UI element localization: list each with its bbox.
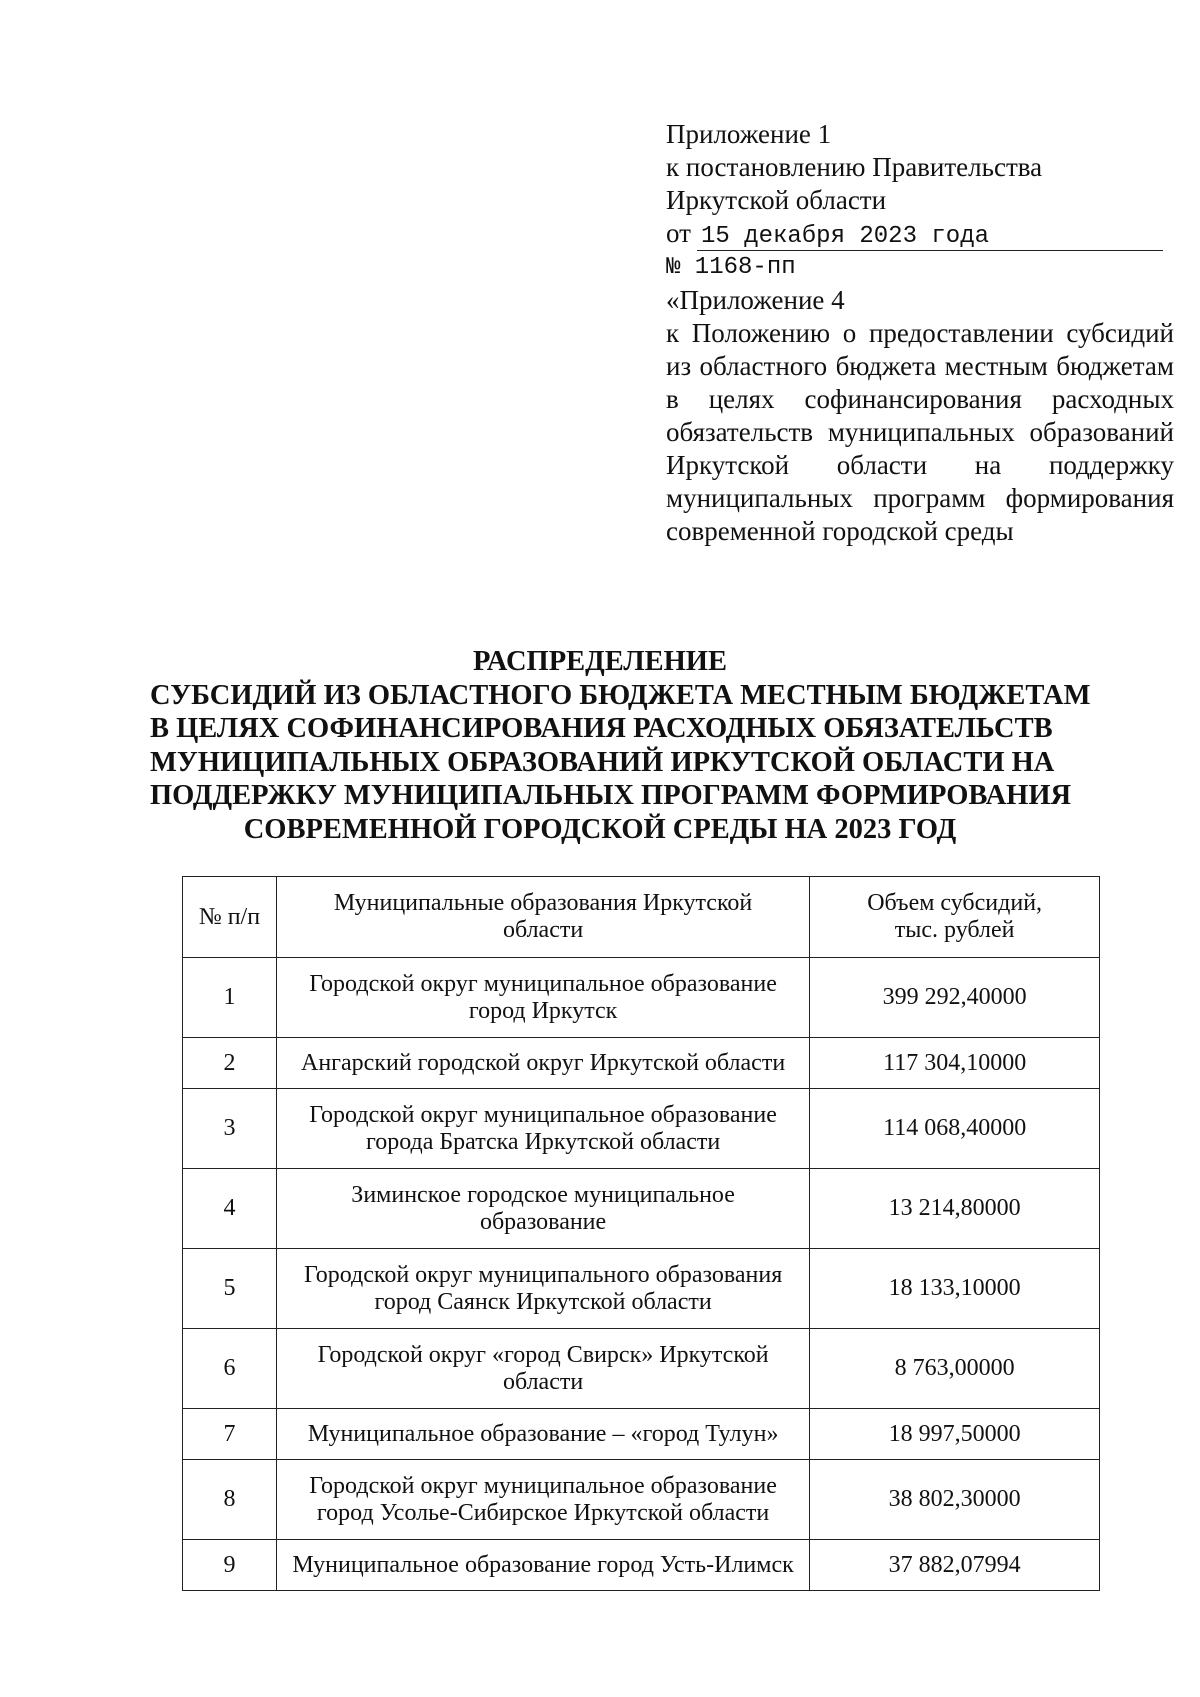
header-amount-line: тыс. рублей <box>894 917 1015 943</box>
row-municipality <box>276 1460 809 1540</box>
municipality-line: Городской округ муниципальное образование <box>309 1472 777 1499</box>
row-amount: 13 214,80000 <box>810 1169 1100 1249</box>
reference-title: «Приложение 4 <box>666 285 845 315</box>
row-amount: 114 068,40000 <box>810 1089 1100 1169</box>
table-row <box>183 1169 1100 1249</box>
row-number: 7 <box>183 1409 277 1460</box>
appendix-region-line: Иркутской области <box>666 185 887 215</box>
row-municipality <box>276 1038 809 1089</box>
appendix-date-line <box>666 217 1174 251</box>
table-body <box>183 958 1100 1591</box>
row-number: 9 <box>183 1540 277 1591</box>
municipality-line: области <box>502 1368 584 1395</box>
appendix-resolution-line: к постановлению Правительства <box>666 152 1043 182</box>
table-row <box>183 958 1100 1038</box>
document-title <box>150 645 1091 846</box>
title-line: СОВРЕМЕННОЙ ГОРОДСКОЙ СРЕДЫ НА 2023 ГОД <box>243 813 957 845</box>
header-number: № п/п <box>183 877 277 958</box>
municipality-line: город Усолье-Сибирское Иркутской области <box>316 1499 770 1526</box>
municipality-line: Зиминское городское муниципальное <box>351 1181 735 1208</box>
row-amount: 18 997,50000 <box>810 1409 1100 1460</box>
title-line: МУНИЦИПАЛЬНЫХ ОБРАЗОВАНИЙ ИРКУТСКОЙ ОБЛАСТИ НА <box>150 746 1055 778</box>
table-row <box>183 1249 1100 1329</box>
title-line: ПОДДЕРЖКУ МУНИЦИПАЛЬНЫХ ПРОГРАММ ФОРМИРОВАНИЯ <box>150 780 1072 811</box>
row-municipality <box>276 1169 809 1249</box>
table-row <box>183 1409 1100 1460</box>
municipality-line: город Иркутск <box>468 997 618 1024</box>
row-amount: 117 304,10000 <box>810 1038 1100 1089</box>
row-municipality <box>276 958 809 1038</box>
appendix-label: Приложение 1 <box>666 119 832 149</box>
row-municipality <box>276 1540 809 1591</box>
row-number: 1 <box>183 958 277 1038</box>
municipality-line: Ангарский городской округ Иркутской области <box>301 1049 786 1076</box>
row-number: 3 <box>183 1089 277 1169</box>
distribution-table <box>182 876 1100 1591</box>
table-row <box>183 1038 1100 1089</box>
row-amount: 18 133,10000 <box>810 1249 1100 1329</box>
row-municipality <box>276 1089 809 1169</box>
row-number: 4 <box>183 1169 277 1249</box>
row-amount: 37 882,07994 <box>810 1540 1100 1591</box>
header-municipality-line: Муниципальные образования Иркутской <box>333 890 753 916</box>
municipality-line: город Саянск Иркутской области <box>374 1288 712 1315</box>
title-line: СУБСИДИЙ ИЗ ОБЛАСТНОГО БЮДЖЕТА МЕСТНЫМ БЮДЖЕТАМ <box>150 679 1091 711</box>
document-number: № 1168-пп <box>666 254 796 281</box>
table-header-row <box>183 877 1100 958</box>
municipality-line: Муниципальное образование – «город Тулун» <box>307 1420 779 1447</box>
municipality-line: Городской округ муниципального образования <box>303 1261 783 1288</box>
date-value: 15 декабря 2023 года <box>697 224 1163 251</box>
municipality-line: Городской округ муниципальное образование <box>309 1101 777 1128</box>
header-municipality <box>276 877 809 958</box>
header-amount-line: Объем субсидий, <box>867 890 1043 916</box>
table-row <box>183 1540 1100 1591</box>
header-amount <box>810 877 1100 958</box>
row-amount: 8 763,00000 <box>810 1329 1100 1409</box>
municipality-line: города Братска Иркутской области <box>365 1128 721 1155</box>
row-number: 2 <box>183 1038 277 1089</box>
municipality-line: Муниципальное образование город Усть-Илимск <box>292 1551 794 1578</box>
row-number: 5 <box>183 1249 277 1329</box>
row-number: 6 <box>183 1329 277 1409</box>
row-amount: 399 292,40000 <box>810 958 1100 1038</box>
row-number: 8 <box>183 1460 277 1540</box>
appendix-block <box>666 118 1174 548</box>
row-amount: 38 802,30000 <box>810 1460 1100 1540</box>
date-prefix: от <box>666 218 691 248</box>
municipality-line: Городской округ «город Свирск» Иркутской <box>317 1341 769 1368</box>
table-row <box>183 1460 1100 1540</box>
header-municipality-line: области <box>502 917 584 943</box>
reference-text: к Положению о предоставлении субсидий из областного бюджета местным бюджетам в целях софинансирования расходных обязательств муниципальных образований Иркутской области на поддержку муниципальных программ формирования современной городской среды <box>666 318 1174 546</box>
table-row <box>183 1089 1100 1169</box>
title-line: В ЦЕЛЯХ СОФИНАНСИРОВАНИЯ РАСХОДНЫХ ОБЯЗАТЕЛЬСТВ <box>150 713 1053 744</box>
row-municipality <box>276 1409 809 1460</box>
municipality-line: Городской округ муниципальное образование <box>309 970 777 997</box>
municipality-line: образование <box>479 1208 607 1235</box>
row-municipality <box>276 1249 809 1329</box>
title-line: РАСПРЕДЕЛЕНИЕ <box>473 646 727 677</box>
table-row <box>183 1329 1100 1409</box>
row-municipality <box>276 1329 809 1409</box>
